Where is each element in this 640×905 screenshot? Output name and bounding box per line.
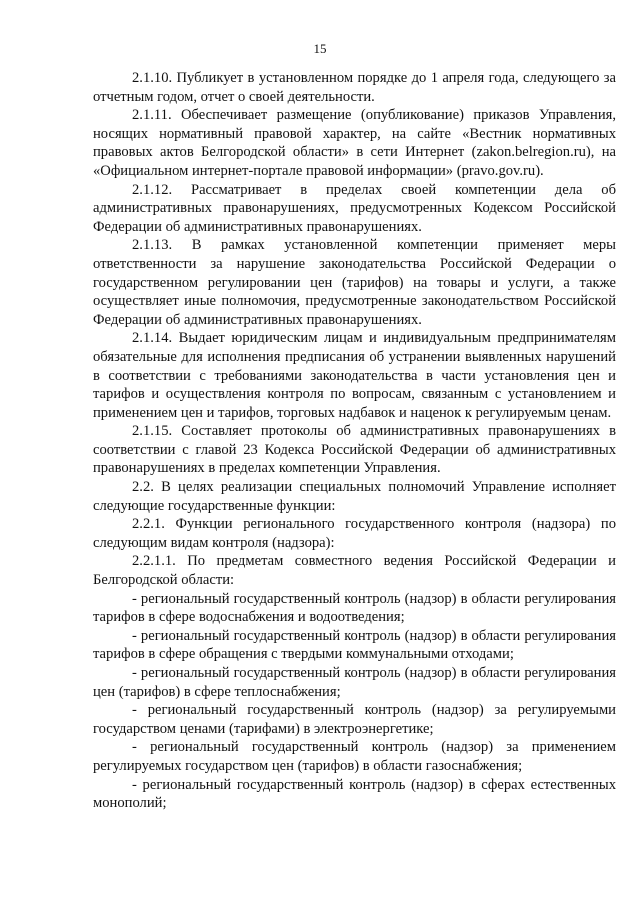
paragraph-2-1-11: 2.1.11. Обеспечивает размещение (опубликование) приказов Управления, носящих нормативный правовой характер, на сайте «Вестник нормативных правовых актов Белгородской области» в сети Интернет (zakon.belregion.ru), на «Официальном интернет-портале правовой информации» (pravo.gov.ru).: [93, 107, 616, 179]
document-body: [93, 69, 616, 813]
list-item-electricity-prices: - региональный государственный контроль (надзор) за регулируемыми государством ценами (тарифами) в электроэнергетике;: [93, 702, 616, 737]
list-item-waste-tariffs: - региональный государственный контроль (надзор) в области регулирования тарифов в сфере обращения с твердыми коммунальными отходами;: [93, 627, 616, 663]
list-item-water-tariffs: - региональный государственный контроль (надзор) в области регулирования тарифов в сфере водоснабжения и водоотведения;: [93, 590, 616, 626]
paragraph-2-1-13: 2.1.13. В рамках установленной компетенции применяет меры ответственности за нарушение законодательства Российской Федерации о государственном регулировании цен (тарифов) на товары и услуги, а также осуществляет иные полномочия, предусмотренные законодательством Российской Федерации об административных правонарушениях.: [93, 237, 616, 328]
paragraph-2-1-10: 2.1.10. Публикует в установленном порядке до 1 апреля года, следующего за отчетным годом, отчет о своей деятельности.: [93, 70, 616, 105]
page-number: 15: [313, 41, 327, 56]
paragraph-2-1-12: 2.1.12. Рассматривает в пределах своей компетенции дела об административных правонарушениях, предусмотренных Кодексом Российской Федерации об административных правонарушениях.: [93, 181, 616, 235]
list-item-natural-monopolies: - региональный государственный контроль (надзор) в сферах естественных монополий;: [93, 776, 616, 812]
paragraph-2-1-15: 2.1.15. Составляет протоколы об административных правонарушениях в соответствии с главой 23 Кодекса Российской Федерации об административных правонарушениях в пределах компетенции Управления.: [93, 423, 616, 477]
paragraph-2-1-14: 2.1.14. Выдает юридическим лицам и индивидуальным предпринимателям обязательные для исполнения предписания об устранении выявленных нарушений в соответствии с требованиями законодательства в части установления цен и тарифов и осуществления контроля по вопросам, связанным с установлением и применением цен и тарифов, торговых надбавок и наценок к регулируемым ценам.: [93, 330, 616, 421]
paragraph-2-2-1: 2.2.1. Функции регионального государственного контроля (надзора) по следующим видам контроля (надзора):: [93, 516, 616, 551]
paragraph-2-2-1-1: 2.2.1.1. По предметам совместного ведения Российской Федерации и Белгородской области:: [93, 553, 616, 589]
list-item-gas-prices: - региональный государственный контроль (надзор) за применением регулируемых государством цен (тарифов) в области газоснабжения;: [93, 739, 616, 774]
list-item-heat-tariffs: - региональный государственный контроль (надзор) в области регулирования цен (тарифов) в сфере теплоснабжения;: [93, 665, 616, 700]
paragraph-2-2: 2.2. В целях реализации специальных полномочий Управление исполняет следующие государственные функции:: [93, 479, 616, 514]
